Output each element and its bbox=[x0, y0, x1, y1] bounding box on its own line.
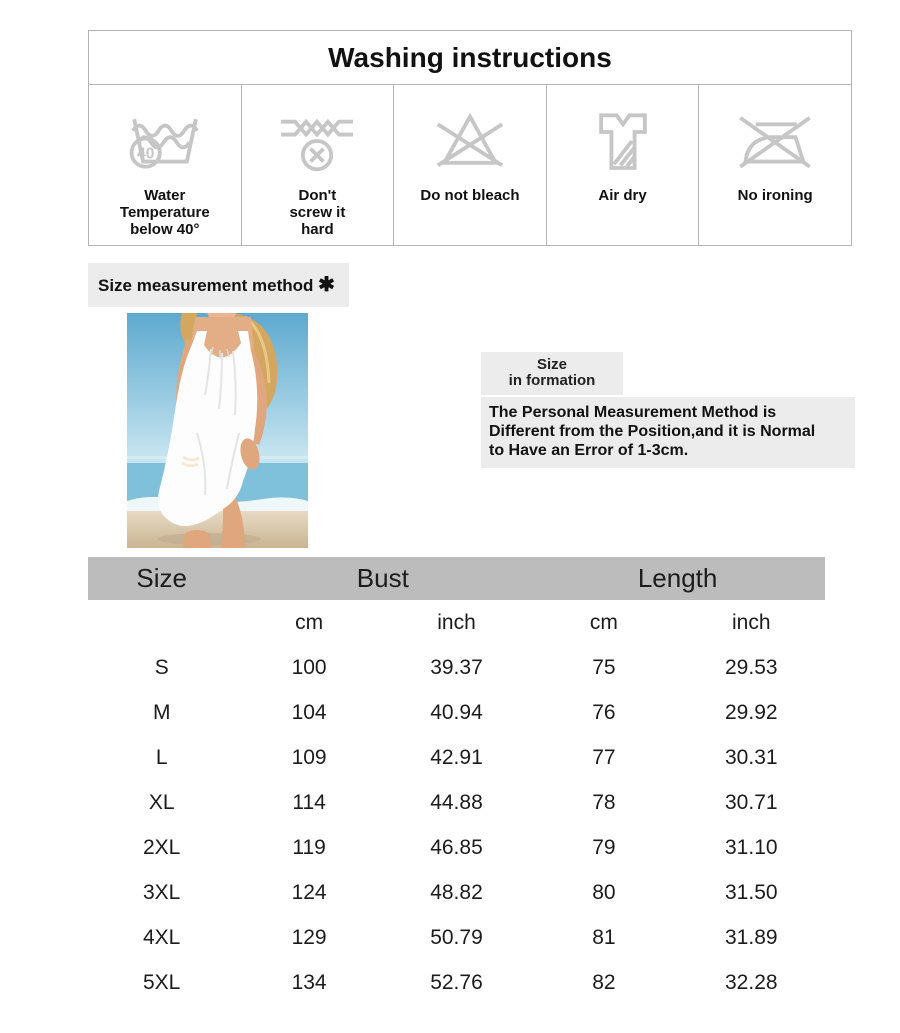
table-cell: 42.91 bbox=[430, 745, 483, 769]
size-method-label bbox=[88, 263, 349, 307]
table-row bbox=[88, 690, 825, 735]
table-cell: 39.37 bbox=[430, 655, 483, 679]
washing-item-label: Don't screw it hard bbox=[289, 187, 346, 238]
table-cell: cm bbox=[589, 610, 618, 634]
no-bleach-icon bbox=[428, 103, 512, 179]
washing-item bbox=[547, 85, 700, 245]
table-cell: 46.85 bbox=[430, 835, 483, 859]
size-table-header bbox=[88, 557, 825, 600]
beach-dress-graphic bbox=[127, 313, 308, 548]
table-cell: 100 bbox=[291, 655, 327, 679]
washing-item bbox=[242, 85, 395, 245]
table-cell: 4XL bbox=[143, 925, 181, 949]
table-cell: 3XL bbox=[143, 880, 181, 904]
column-header-size: Size bbox=[136, 563, 187, 593]
table-cell: inch bbox=[437, 610, 476, 634]
washing-item-label: No ironing bbox=[737, 187, 813, 204]
table-row bbox=[88, 960, 825, 1005]
washing-items bbox=[89, 85, 851, 245]
table-cell: 30.31 bbox=[725, 745, 778, 769]
washing-title: Washing instructions bbox=[89, 31, 851, 85]
washing-item bbox=[394, 85, 547, 245]
table-cell: 79 bbox=[592, 835, 616, 859]
washing-instructions-panel bbox=[88, 30, 852, 246]
table-cell: 40.94 bbox=[430, 700, 483, 724]
table-cell: 52.76 bbox=[430, 970, 483, 994]
table-cell: M bbox=[152, 700, 171, 724]
table-cell: 31.10 bbox=[725, 835, 778, 859]
table-cell: inch bbox=[732, 610, 771, 634]
table-cell: 104 bbox=[291, 700, 327, 724]
table-cell: 82 bbox=[592, 970, 616, 994]
table-cell: 2XL bbox=[143, 835, 181, 859]
table-cell: 29.92 bbox=[725, 700, 778, 724]
table-cell: 77 bbox=[592, 745, 616, 769]
washing-item bbox=[89, 85, 242, 245]
table-row bbox=[88, 870, 825, 915]
table-cell: 29.53 bbox=[725, 655, 778, 679]
table-cell: 129 bbox=[291, 925, 327, 949]
table-row bbox=[88, 780, 825, 825]
column-header-length: Length bbox=[637, 563, 718, 593]
table-cell: L bbox=[155, 745, 168, 769]
washing-item bbox=[699, 85, 851, 245]
table-cell: 50.79 bbox=[430, 925, 483, 949]
table-cell: 80 bbox=[592, 880, 616, 904]
table-cell: 30.71 bbox=[725, 790, 778, 814]
table-cell: 76 bbox=[592, 700, 616, 724]
size-table bbox=[88, 557, 825, 1005]
table-row bbox=[88, 915, 825, 960]
table-row bbox=[88, 645, 825, 690]
table-cell: 78 bbox=[592, 790, 616, 814]
table-row bbox=[88, 825, 825, 870]
table-row bbox=[88, 735, 825, 780]
table-cell: 75 bbox=[592, 655, 616, 679]
wash-40-icon bbox=[123, 103, 207, 179]
table-cell: XL bbox=[148, 790, 175, 814]
table-cell: 31.89 bbox=[725, 925, 778, 949]
table-cell: 109 bbox=[291, 745, 327, 769]
table-cell: 119 bbox=[292, 835, 326, 859]
table-cell: 114 bbox=[292, 790, 326, 814]
table-cell: cm bbox=[295, 610, 324, 634]
washing-item-label: Water Temperature below 40° bbox=[119, 187, 210, 238]
table-cell: 5XL bbox=[143, 970, 181, 994]
table-cell: 81 bbox=[592, 925, 616, 949]
size-method-text: Size measurement method bbox=[98, 276, 314, 295]
unit-row bbox=[88, 600, 825, 645]
table-cell: 31.50 bbox=[725, 880, 778, 904]
column-header-bust: Bust bbox=[356, 563, 409, 593]
product-photo bbox=[127, 313, 308, 548]
table-cell: 32.28 bbox=[725, 970, 778, 994]
table-cell: 48.82 bbox=[430, 880, 483, 904]
table-cell: S bbox=[154, 655, 169, 679]
size-information-box: Size in formation bbox=[481, 352, 623, 395]
table-cell: 134 bbox=[291, 970, 327, 994]
measurement-note: The Personal Measurement Method is Different from the Position,and it is Normal to Have an Error of 1-3cm. bbox=[481, 397, 855, 468]
washing-item-label: Do not bleach bbox=[420, 187, 520, 204]
table-cell: 44.88 bbox=[430, 790, 483, 814]
air-dry-icon bbox=[581, 103, 665, 179]
size-table-body bbox=[88, 600, 825, 1005]
asterisk-icon: ✱ bbox=[318, 274, 335, 296]
table-cell: 124 bbox=[291, 880, 327, 904]
washing-item-label: Air dry bbox=[598, 187, 647, 204]
no-iron-icon bbox=[733, 103, 817, 179]
dont-wring-icon bbox=[275, 103, 359, 179]
